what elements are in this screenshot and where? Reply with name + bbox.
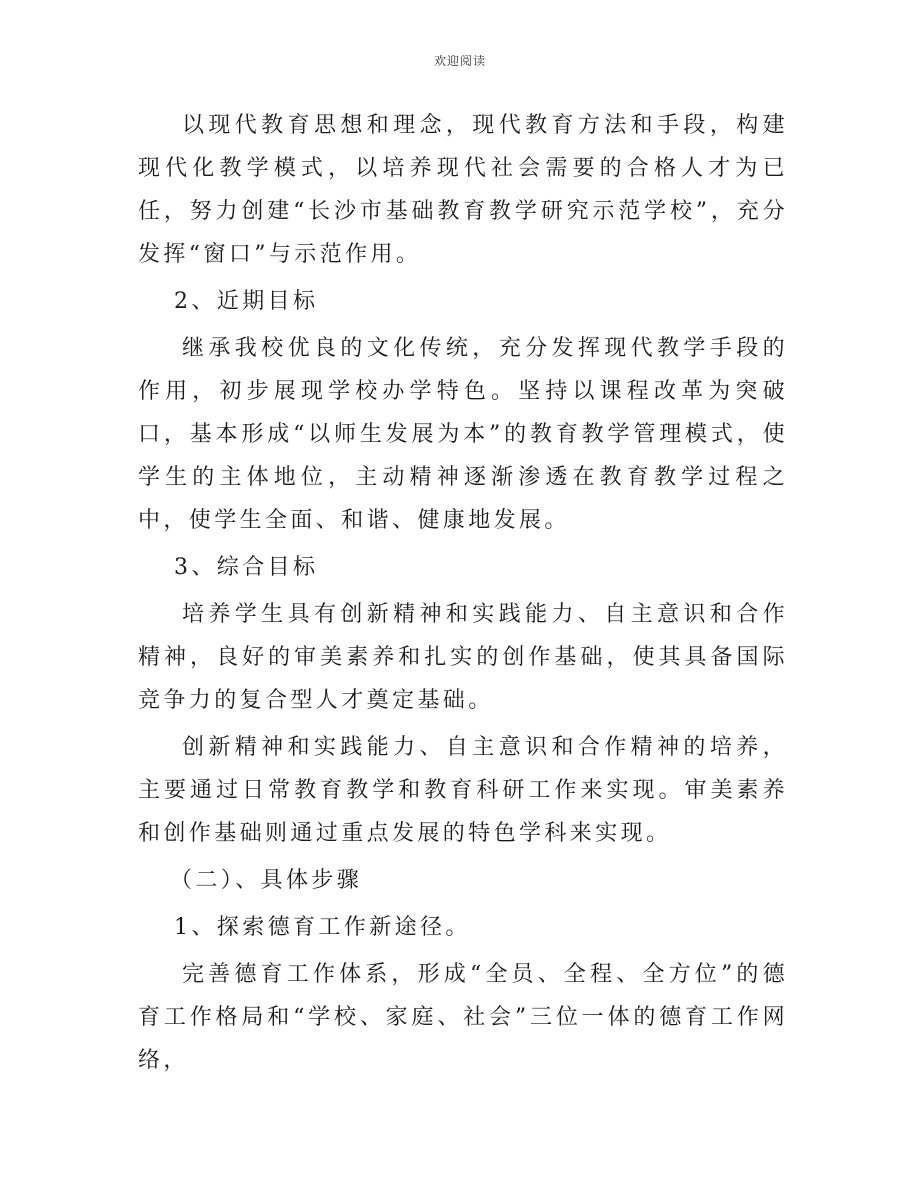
- section-heading-specific-steps: （二）、具体步骤: [170, 868, 363, 893]
- paragraph-near-term-goal: 继承我校优良的文化传统，充分发挥现代教学手段的作用，初步展现学校办学特色。坚持以课程改革为突破口，基本形成“以师生发展为本”的教育教学管理模式，使学生的主体地位，主动精神逐渐渗透在教育教学过程之中，使学生全面、和谐、健康地发展。: [138, 336, 788, 533]
- paragraph-moral-education: 完善德育工作体系，形成“全员、全程、全方位”的德育工作格局和“学校、家庭、社会”三位一体的德育工作网络，: [138, 962, 788, 1073]
- page-header: 欢迎阅读: [433, 54, 486, 68]
- document-body: [138, 104, 788, 1086]
- paragraph-comprehensive-goal: 培养学生具有创新精神和实践能力、自主意识和合作精神，良好的审美素养和扎实的创作基础，使其具备国际竞争力的复合型人才奠定基础。: [138, 602, 788, 713]
- section-heading-moral-education: 1、探索德育工作新途径。: [174, 915, 471, 940]
- section-heading-near-term-goal: 2、近期目标: [174, 289, 319, 314]
- paragraph-cultivation-approach: 创新精神和实践能力、自主意识和合作精神的培养，主要通过日常教育教学和教育科研工作来实现。审美素养和创作基础则通过重点发展的特色学科来实现。: [138, 735, 788, 846]
- paragraph-goal-intro: 以现代教育思想和理念，现代教育方法和手段，构建现代化教学模式，以培养现代社会需要的合格人才为已任，努力创建“长沙市基础教育教学研究示范学校”，充分发挥“窗口”与示范作用。: [138, 113, 788, 267]
- section-heading-comprehensive-goal: 3、综合目标: [174, 555, 319, 580]
